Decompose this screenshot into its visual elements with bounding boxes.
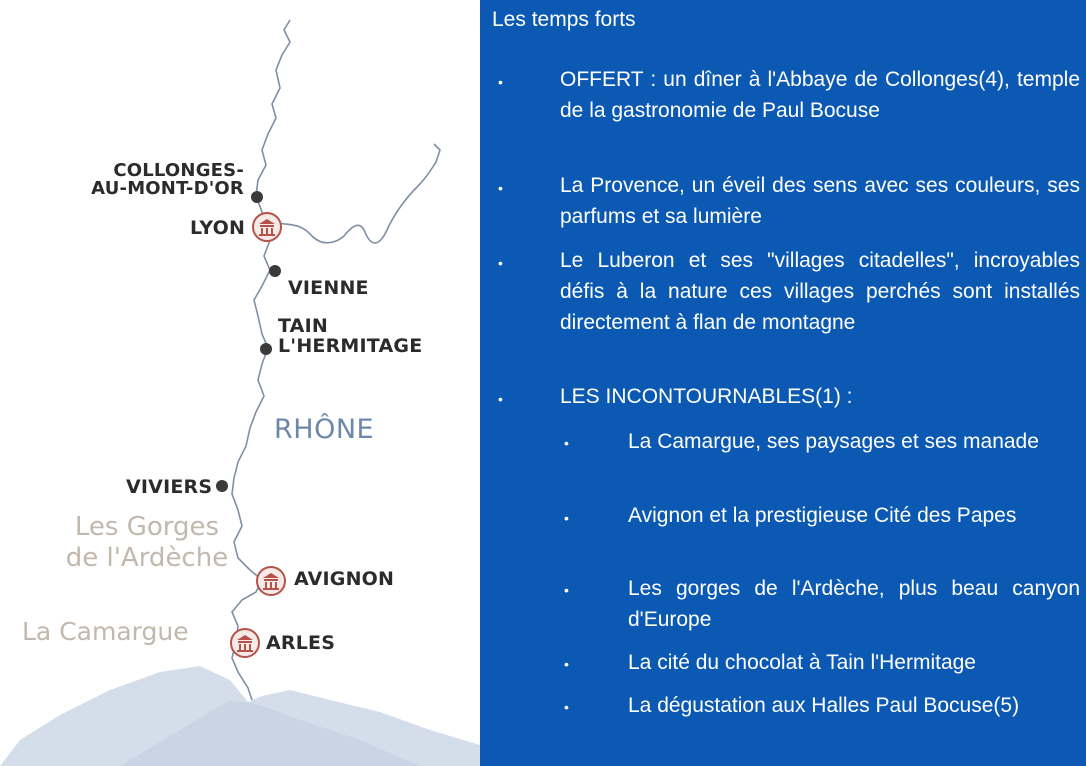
- highlight-subitem: Les gorges de l'Ardèche, plus beau canyon d'Europe: [628, 577, 1080, 631]
- arles-monument-icon: [231, 629, 259, 657]
- highlights-panel: [480, 0, 1086, 766]
- region-camargue: La Camargue: [22, 617, 189, 646]
- city-lyon: LYON: [190, 217, 246, 239]
- highlight-item: La Provence, un éveil des sens avec ses couleurs, ses parfums et sa lumière: [560, 174, 1080, 228]
- river-label-rhone: RHÔNE: [274, 414, 375, 445]
- highlight-subitem: La dégustation aux Halles Paul Bocuse(5): [628, 694, 1020, 717]
- bullet-icon: •: [498, 180, 503, 196]
- bullet-icon: •: [498, 255, 503, 271]
- panel-title: Les temps forts: [492, 8, 636, 31]
- bullet-icon: •: [564, 510, 569, 526]
- highlight-item: Le Luberon et ses "villages citadelles", incroyables défis à la nature ces villages perchés sont installés directement à flan de montagne: [560, 249, 1080, 334]
- vienne-dot: [269, 265, 281, 277]
- lyon-monument-icon: [253, 213, 281, 241]
- tributary-river: [272, 144, 440, 243]
- viviers-dot: [216, 480, 228, 492]
- bullet-icon: •: [498, 74, 503, 90]
- rhone-river: [232, 20, 290, 700]
- highlight-subitem: Avignon et la prestigieuse Cité des Papes: [628, 504, 1017, 527]
- highlight-subitem: La Camargue, ses paysages et ses manade: [628, 430, 1039, 453]
- map-drawing: [0, 0, 480, 766]
- city-tain: TAIN L'HERMITAGE: [278, 315, 423, 357]
- highlight-item: OFFERT : un dîner à l'Abbaye de Collonges(4), temple de la gastronomie de Paul Bocuse: [560, 68, 1080, 122]
- river-map: [0, 0, 480, 766]
- tain-dot: [260, 343, 272, 355]
- highlight-subitem: La cité du chocolat à Tain l'Hermitage: [628, 651, 976, 674]
- city-avignon: AVIGNON: [294, 568, 395, 590]
- city-vienne: VIENNE: [288, 277, 369, 299]
- city-viviers: VIVIERS: [126, 476, 213, 498]
- region-ardeche: Les Gorges de l'Ardèche: [65, 512, 229, 573]
- bullet-icon: •: [498, 391, 503, 407]
- bullet-icon: •: [564, 699, 569, 715]
- city-arles: ARLES: [266, 632, 336, 654]
- bullet-icon: •: [564, 435, 569, 451]
- bullet-icon: •: [564, 582, 569, 598]
- avignon-monument-icon: [257, 567, 285, 595]
- bullet-icon: •: [564, 656, 569, 672]
- collonges-dot: [251, 191, 263, 203]
- highlight-item: LES INCONTOURNABLES(1) :: [560, 385, 853, 408]
- city-collonges: COLLONGES- AU-MONT-D'OR: [91, 160, 244, 199]
